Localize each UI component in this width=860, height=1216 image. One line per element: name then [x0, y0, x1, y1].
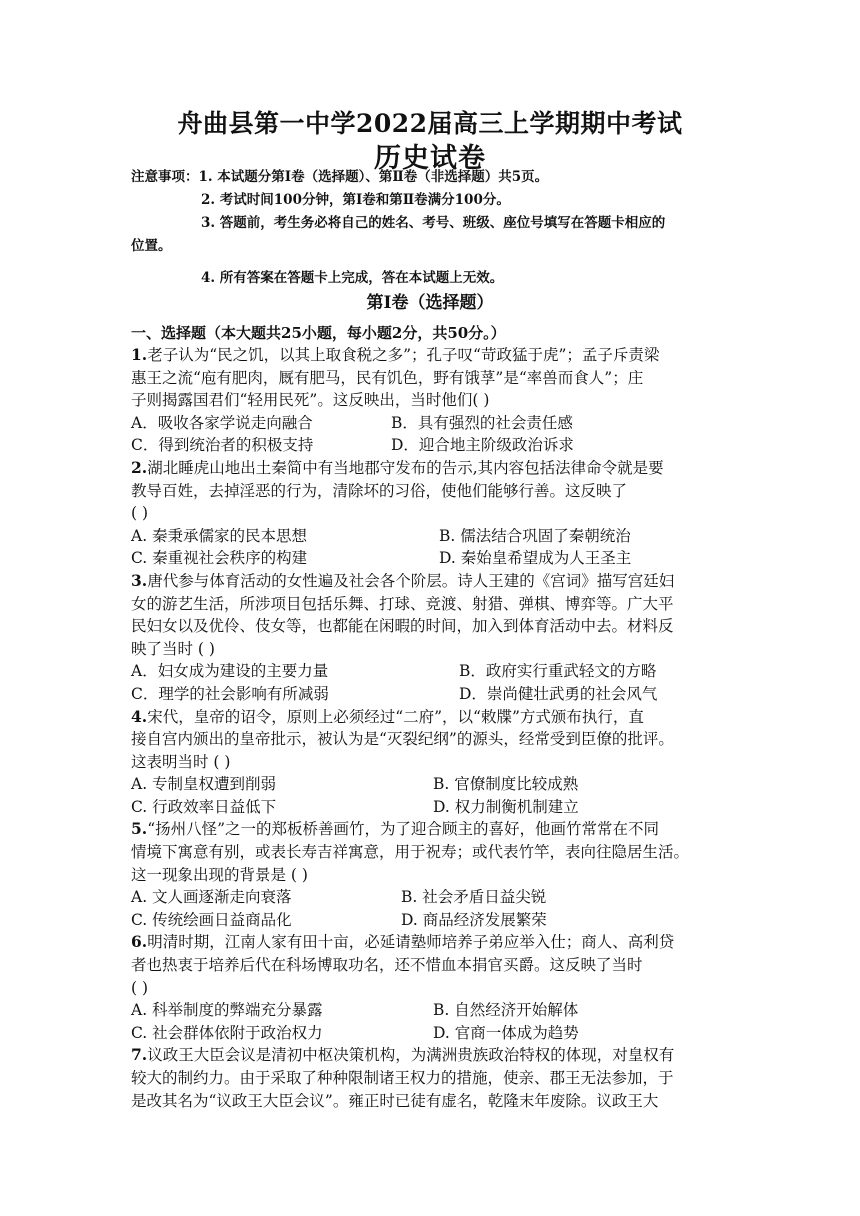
question-line: [131, 1067, 731, 1090]
option-row: [131, 660, 731, 683]
option-row: [131, 525, 731, 548]
question-text: 民妇女以及优伶、伎女等，也都能在闲暇的时间，加入到体育活动中去。材料反: [131, 617, 674, 636]
question-number: 2.: [131, 457, 148, 477]
option-row: [131, 412, 731, 435]
answer-option: A．吸收各家学说走向融合: [131, 413, 313, 432]
question-text: 这表明当时 ( ): [131, 752, 231, 771]
answer-option: C. 社会群体依附于政治权力: [131, 1023, 323, 1042]
question-text: 教导百姓，去掉淫恶的行为，清除坏的习俗，使他们能够行善。这反映了: [131, 481, 628, 500]
question-line: [131, 1090, 731, 1113]
answer-option: B. 儒法结合巩固了秦朝统治: [439, 526, 631, 545]
question-item: [131, 818, 731, 931]
notes-block: [131, 166, 731, 290]
question-line: [131, 977, 731, 1000]
question-line: [131, 954, 731, 977]
option-row: [131, 683, 731, 706]
question-item: [131, 457, 731, 570]
question-text: “扬州八怪”之一的郑板桥善画竹，为了迎合顾主的喜好，他画竹常常在不同: [147, 820, 660, 839]
exam-subtitle: 历史试卷: [374, 143, 486, 174]
answer-option: D. 权力制衡机制建立: [433, 797, 579, 816]
answer-option: D. 官商一体成为趋势: [433, 1023, 579, 1042]
answer-option: D．迎合地主阶级政治诉求: [391, 436, 574, 455]
question-text: 宋代，皇帝的诏令，原则上必须经过“二府”，以“敕牒”方式颁布执行，直: [147, 707, 644, 726]
question-text: 是改其名为“议政王大臣会议”。雍正时已徒有虚名，乾隆末年废除。议政王大: [131, 1091, 659, 1110]
question-line: [131, 751, 731, 774]
question-number: 6.: [131, 932, 148, 952]
question-text: 女的游艺生活，所涉项目包括乐舞、打球、竞渡、射猎、弹棋、博弈等。广大平: [131, 594, 674, 613]
answer-option: A. 文人画逐渐走向衰落: [131, 888, 292, 907]
answer-option: D. 商品经济发展繁荣: [401, 910, 547, 929]
question-text: 子则揭露国君们“轻用民死”。这反映出，当时他们( ): [131, 391, 490, 410]
question-number: 1.: [131, 345, 148, 364]
note-item: [131, 189, 731, 212]
question-text: 议政王大臣会议是清初中枢决策机构，为满洲贵族政治特权的体现，对皇权有: [147, 1046, 675, 1065]
question-line: [131, 367, 731, 390]
question-text: 接自宫内颁出的皇帝批示，被认为是“灭裂纪纲”的源头，经常受到臣僚的批评。: [131, 730, 674, 749]
question-line: [131, 344, 731, 367]
question-line: [131, 502, 731, 525]
question-line: [131, 638, 731, 661]
question-text: 情境下寓意有别，或表长寿吉祥寓意，用于祝寿；或代表竹竿，表向往隐居生活。: [131, 843, 690, 862]
note-continuation: 位置。: [131, 238, 172, 254]
answer-option: D．崇尚健壮武勇的社会风气: [459, 684, 658, 703]
question-line: [131, 593, 731, 616]
option-row: [131, 886, 731, 909]
exam-title: 舟曲县第一中学2022届高三上学期期中考试: [177, 109, 683, 138]
question-number: 3.: [131, 570, 148, 590]
question-line: [131, 457, 731, 480]
option-row: [131, 796, 731, 819]
question-text: 较大的制约力。由于采取了种种限制诸王权力的措施，使亲、郡王无法参加，于: [131, 1069, 674, 1087]
question-line: [131, 570, 731, 593]
note-text: 4. 所有答案在答题卡上完成，答在本试题上无效。: [201, 270, 504, 286]
option-row: [131, 434, 731, 457]
answer-option: C. 秦重视社会秩序的构建: [131, 549, 308, 568]
answer-option: A. 秦秉承儒家的民本思想: [131, 526, 308, 545]
question-text: ( ): [131, 504, 149, 523]
question-line: [131, 480, 731, 503]
question-line: [131, 841, 731, 864]
question-item: [131, 931, 731, 1044]
question-line: [131, 864, 731, 887]
question-number: 7.: [131, 1045, 148, 1065]
question-list: [131, 344, 731, 1112]
part-title: 第Ⅰ卷（选择题）: [366, 293, 494, 313]
note-item: [131, 267, 731, 290]
question-text: 这一现象出现的背景是 ( ): [131, 865, 308, 884]
section-title: 一、选择题（本大题共25小题，每小题2分，共50分。）: [131, 324, 506, 342]
question-text: 者也热衷于培养后代在科场博取功名，还不惜血本捐官买爵。这反映了当时: [131, 956, 643, 975]
question-item: [131, 1044, 731, 1112]
question-text: ( ): [131, 978, 149, 997]
answer-option: A. 专制皇权遭到削弱: [131, 775, 277, 794]
answer-option: B. 社会矛盾日益尖锐: [401, 888, 547, 907]
option-row: [131, 999, 731, 1022]
question-text: 映了当时 ( ): [131, 639, 215, 658]
answer-option: C. 传统绘画日益商品化: [131, 910, 292, 929]
answer-option: A. 科举制度的弊端充分暴露: [131, 1001, 323, 1020]
question-item: [131, 706, 731, 819]
question-line: [131, 728, 731, 751]
answer-option: C. 行政效率日益低下: [131, 797, 277, 816]
answer-option: D. 秦始皇希望成为人王圣主: [439, 549, 632, 568]
question-line: [131, 931, 731, 954]
question-line: [131, 706, 731, 729]
note-item: [131, 166, 731, 189]
notes-label: 注意事项：: [131, 169, 199, 185]
option-row: [131, 547, 731, 570]
question-text: 湖北睡虎山地出土秦简中有当地郡守发布的告示,其内容包括法律命令就是要: [147, 458, 664, 477]
question-line: [131, 818, 731, 841]
question-text: 明清时期，江南人家有田十亩，必延请塾师培养子弟应举入仕；商人、高利贷: [147, 933, 675, 952]
option-row: [131, 773, 731, 796]
question-text: 唐代参与体育活动的女性遍及社会各个阶层。诗人王建的《宫词》描写宫廷妇: [147, 571, 675, 590]
option-row: [131, 909, 731, 932]
note-text: 3. 答题前，考生务必将自己的姓名、考号、班级、座位号填写在答题卡相应的: [201, 215, 666, 231]
answer-option: B．政府实行重武轻文的方略: [459, 662, 657, 681]
question-text: 惠王之流“庖有肥肉，厩有肥马，民有饥色，野有饿莩”是“率兽而食人”；庄: [131, 368, 644, 387]
question-item: [131, 570, 731, 706]
question-number: 4.: [131, 706, 148, 726]
answer-option: B. 官僚制度比较成熟: [433, 775, 579, 794]
note-text: 2. 考试时间100分钟，第Ⅰ卷和第Ⅱ卷满分100分。: [201, 192, 510, 208]
answer-option: B. 自然经济开始解体: [433, 1001, 579, 1020]
answer-option: B．具有强烈的社会责任感: [391, 413, 573, 432]
note-item: [131, 212, 731, 235]
question-line: [131, 615, 731, 638]
question-number: 5.: [131, 819, 148, 839]
note-text: 1. 本试题分第Ⅰ卷（选择题）、第Ⅱ卷（非选择题）共5页。: [198, 169, 549, 185]
answer-option: C．得到统治者的积极支持: [131, 436, 314, 455]
answer-option: C．理学的社会影响有所减弱: [131, 684, 329, 703]
question-line: [131, 389, 731, 412]
question-text: 老子认为“民之饥，以其上取食税之多”；孔子叹“苛政猛于虎”；孟子斥责梁: [147, 346, 660, 364]
question-line: [131, 1044, 731, 1067]
question-item: [131, 344, 731, 457]
option-row: [131, 1022, 731, 1045]
answer-option: A．妇女成为建设的主要力量: [131, 662, 329, 681]
